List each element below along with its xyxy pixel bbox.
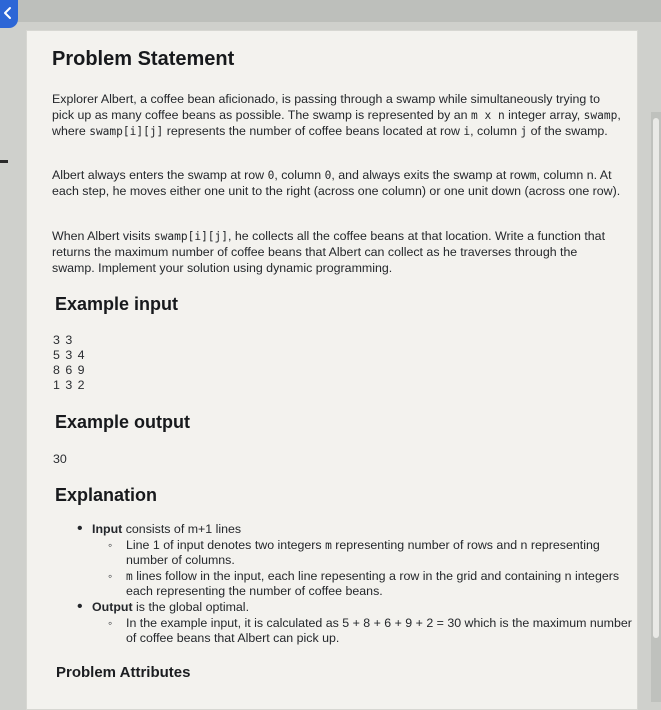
inline-code: m x n [471,108,505,122]
sub-list [92,616,636,647]
list-item-lead: Input [92,522,123,536]
text-run: , column [470,123,521,138]
input-line: 1 3 2 [53,378,86,392]
inline-code: swamp[i][j] [153,230,229,243]
inline-code: i [463,124,471,138]
problem-panel [26,30,638,710]
text-run: represents the number of coffee beans located at row [163,123,464,138]
text-run: When Albert visits [52,229,154,243]
top-bar [0,0,661,22]
text-run: , column n. At each step, he moves either one unit to the right (across one column) or one unit down (across one row). [52,168,621,198]
example-input-block [53,333,86,393]
back-button[interactable] [0,0,18,28]
explanation-heading: Explanation [55,485,158,505]
scrollbar-thumb[interactable] [653,118,659,638]
inline-code: swamp [583,108,618,122]
problem-attributes-heading: Problem Attributes [56,664,191,681]
problem-title: Problem Statement [52,48,235,70]
input-line: 3 3 [53,333,74,347]
paragraph-intro [52,92,622,139]
text-run: , and always exits the swamp at row [331,168,530,182]
input-line: 5 3 4 [53,348,86,362]
inline-code: m [325,538,332,552]
inline-code: m [126,569,133,583]
list-item-text: consists of m+1 lines [122,522,242,536]
text-run: representing number of rows and n representing number of columns. [126,537,600,568]
list-item [76,522,636,600]
sub-list [92,538,636,600]
input-line: 8 6 9 [53,363,86,377]
text-run: lines follow in the input, each line repesenting a row in the grid and containing n integers each representing the number of coffee beans. [126,568,620,599]
list-item-lead: Output [92,599,133,614]
list-item-text: is the global optimal. [132,599,250,614]
chevron-left-icon [2,6,14,20]
inline-code: j [520,124,528,138]
example-output-value: 30 [53,452,67,466]
explanation-list [76,522,636,647]
text-run: Albert always enters the swamp at row [52,168,268,182]
text-run: , he collects all the coffee beans at that location. Write a function that returns the maximum number of coffee beans that Albert can collect as he traverses through the swamp. Implement your solution using dynamic programming. [52,229,606,275]
sub-list-item [92,538,636,569]
example-input-heading: Example input [55,294,179,314]
sub-list-item [92,616,636,647]
inline-code: m [529,169,537,182]
paragraph-movement [52,168,622,200]
text-run: , where [52,107,621,138]
text-run: In the example input, it is calculated as 5 + 8 + 6 + 9 + 2 = 30 which is the maximum number of coffee beans that Albert can pick up. [126,615,632,646]
text-run: Explorer Albert, a coffee bean aficionado, is passing through a swamp while simultaneously trying to pick up as many coffee beans as possible. The swamp is represented by an [52,92,601,122]
inline-code: 0 [267,169,275,182]
text-run: Line 1 of input denotes two integers [126,537,326,552]
inline-code: 0 [324,169,332,182]
edge-marker [0,160,8,163]
inline-code: swamp[i][j] [89,124,164,138]
text-run: , column [274,168,325,182]
paragraph-task [52,229,622,276]
example-output-heading: Example output [55,412,191,432]
text-run: integer array, [504,107,584,122]
sub-list-item [92,569,636,600]
text-run: of the swamp. [527,123,608,138]
list-item [76,600,636,647]
